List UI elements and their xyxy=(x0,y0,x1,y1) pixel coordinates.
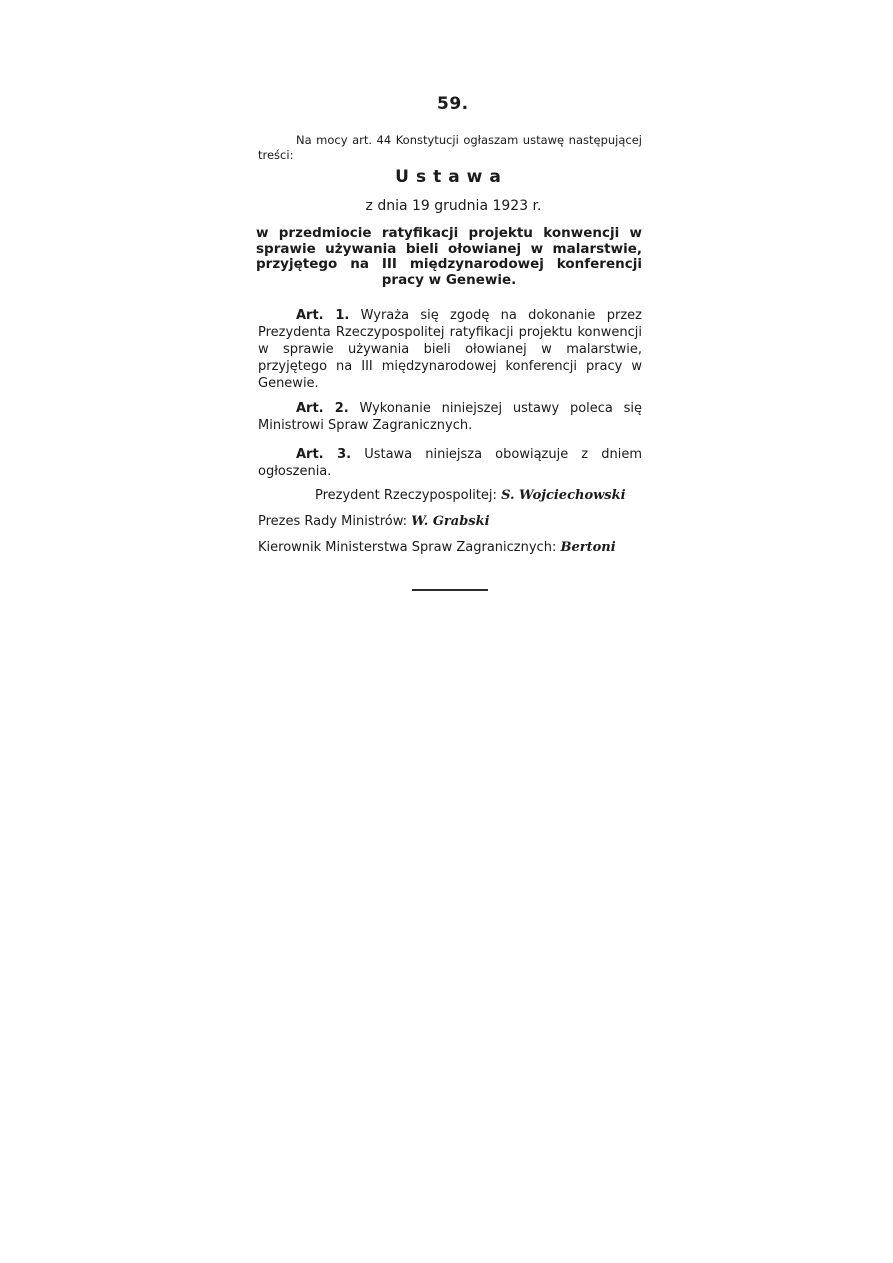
signature-name: S. Wojciechowski xyxy=(501,488,626,503)
signature-role: Kierownik Ministerstwa Spraw Zagranicznych: xyxy=(258,540,557,555)
article-1 xyxy=(258,307,642,392)
page-number: 59. xyxy=(437,94,469,114)
closing-rule xyxy=(412,589,488,591)
signature-name: Bertoni xyxy=(560,540,616,555)
article-2 xyxy=(258,400,642,434)
article-label: Art. 1. xyxy=(296,308,350,323)
signature-prime-minister xyxy=(258,513,490,530)
signature-role: Prezydent Rzeczypospolitej: xyxy=(315,488,497,503)
article-text: Ustawa niniejsza obowiązuje z dniem ogłoszenia. xyxy=(258,447,642,479)
preamble xyxy=(258,133,642,163)
article-text: Wyraża się zgodę na dokonanie przez Prezydenta Rzeczypospolitej ratyfikacji projektu konwencji w sprawie używania bieli ołowianej w malarstwie, przyjętego na III międzynarodowej konferencji pracy w Genewie. xyxy=(258,308,642,391)
signature-president xyxy=(315,487,626,504)
document-subject: w przedmiocie ratyfikacji projektu konwencji w sprawie używania bieli ołowianej w malarstwie, przyjętego na III międzynarodowej konferencji pracy w Genewie. xyxy=(256,225,642,288)
article-text: Wykonanie niniejszej ustawy poleca się Ministrowi Spraw Zagranicznych. xyxy=(258,401,642,433)
document-date: z dnia 19 grudnia 1923 r. xyxy=(365,198,542,214)
document-title: Ustawa xyxy=(395,167,508,187)
signature-name: W. Grabski xyxy=(411,514,490,529)
signature-role: Prezes Rady Ministrów: xyxy=(258,514,408,529)
article-label: Art. 3. xyxy=(296,447,352,462)
preamble-text: Na mocy art. 44 Konstytucji ogłaszam ustawę następującej treści: xyxy=(258,133,642,162)
article-3 xyxy=(258,446,642,480)
signature-foreign-minister xyxy=(258,539,616,556)
article-label: Art. 2. xyxy=(296,401,349,416)
